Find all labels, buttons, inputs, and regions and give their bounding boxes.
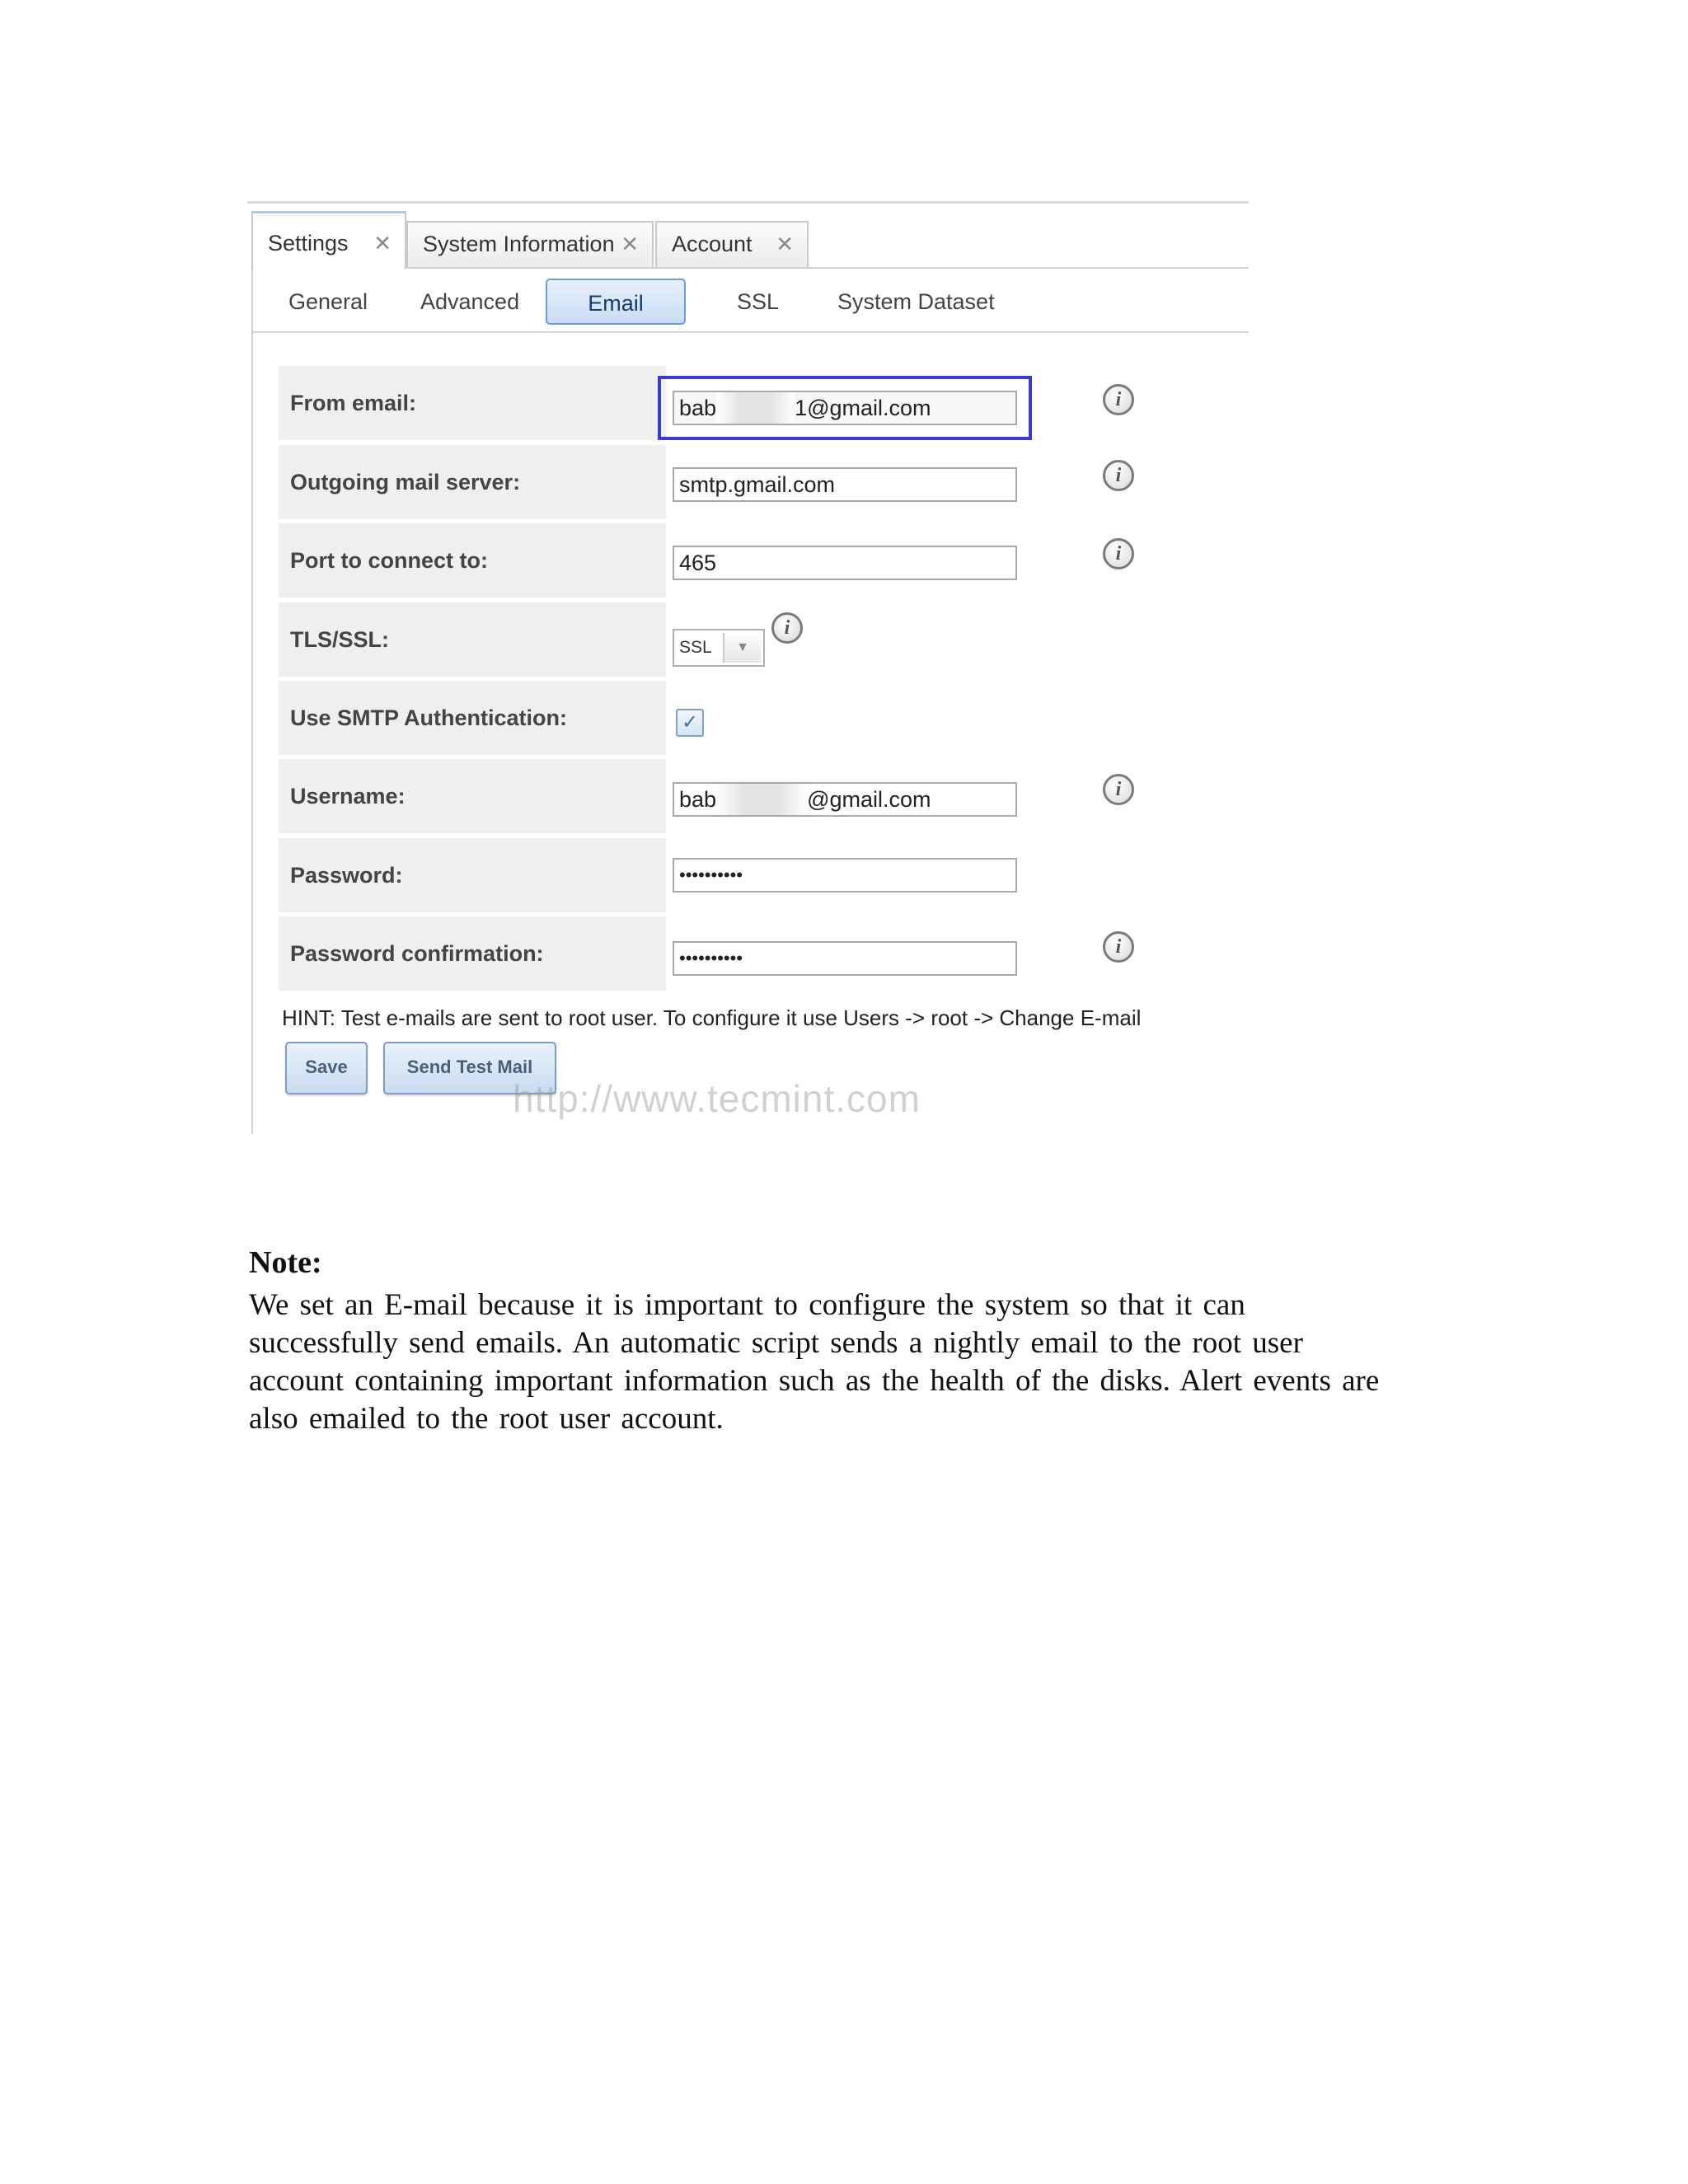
subtab-system-dataset[interactable]: System Dataset	[837, 289, 995, 314]
port-label: Port to connect to:	[279, 523, 666, 598]
row-password-confirmation	[279, 916, 1185, 991]
username-label: Username:	[279, 759, 666, 833]
info-icon[interactable]: i	[1103, 384, 1134, 415]
tab-system-information[interactable]	[406, 221, 654, 267]
port-field[interactable]: 465	[673, 546, 1017, 580]
info-icon[interactable]: i	[1103, 538, 1134, 569]
from-email-label: From email:	[279, 366, 666, 440]
row-smtp-auth	[279, 681, 1185, 755]
redacted-blur	[716, 392, 795, 424]
top-border	[247, 201, 1249, 204]
password-confirmation-label: Password confirmation:	[279, 916, 666, 991]
tab-settings[interactable]	[251, 211, 406, 269]
subtab-email[interactable]: Email	[546, 279, 686, 325]
tab-label: System Information	[423, 232, 615, 256]
row-mail-server	[279, 445, 1185, 519]
save-button[interactable]: Save	[285, 1042, 368, 1094]
password-field[interactable]: ••••••••••	[673, 858, 1017, 893]
from-email-suffix: 1@gmail.com	[795, 396, 931, 420]
smtp-auth-label: Use SMTP Authentication:	[279, 681, 666, 755]
tls-selected-value: SSL	[679, 638, 712, 657]
tab-label: Account	[672, 232, 753, 256]
username-prefix: bab	[679, 787, 717, 812]
from-email-prefix: bab	[679, 396, 717, 420]
subtab-advanced[interactable]: Advanced	[420, 289, 520, 314]
tab-label: Settings	[268, 231, 349, 255]
row-from-email	[279, 366, 1185, 440]
hint-text: HINT: Test e-mails are sent to root user. To configure it use Users -> root -> Change E-mail	[282, 1005, 1142, 1030]
info-icon[interactable]: i	[1103, 460, 1134, 491]
mail-server-label: Outgoing mail server:	[279, 445, 666, 519]
note-line: We set an E-mail because it is important to configure the system so that it can	[249, 1288, 1245, 1322]
check-icon: ✓	[681, 711, 699, 733]
left-border	[251, 211, 253, 1134]
freenas-settings-screenshot	[247, 198, 1249, 1137]
watermark: http://www.tecmint.com	[513, 1077, 921, 1120]
mail-server-field[interactable]: smtp.gmail.com	[673, 467, 1017, 502]
note-line: account containing important information such as the health of the disks. Alert events are	[249, 1364, 1380, 1398]
close-icon[interactable]: ✕	[373, 231, 392, 255]
close-icon[interactable]: ✕	[776, 232, 794, 256]
note-title: Note:	[249, 1245, 322, 1280]
password-label: Password:	[279, 838, 666, 912]
username-suffix: @gmail.com	[807, 787, 931, 812]
subtab-general[interactable]: General	[288, 289, 368, 314]
from-email-field[interactable]	[673, 391, 1017, 425]
tab-account[interactable]	[655, 221, 809, 267]
send-test-mail-button[interactable]: Send Test Mail	[383, 1042, 556, 1094]
subtabs-divider	[253, 331, 1249, 333]
row-password	[279, 838, 1185, 912]
row-tls	[279, 602, 1185, 677]
redacted-blur	[716, 784, 807, 815]
password-confirmation-field[interactable]: ••••••••••	[673, 941, 1017, 976]
close-icon[interactable]: ✕	[621, 232, 639, 256]
chevron-down-icon[interactable]: ▼	[723, 633, 761, 663]
tabs-divider	[404, 267, 1249, 269]
note-line: also emailed to the root user account.	[249, 1402, 724, 1436]
row-port	[279, 523, 1185, 598]
tls-select[interactable]	[673, 629, 765, 667]
info-icon[interactable]: i	[1103, 774, 1134, 805]
username-field[interactable]	[673, 782, 1017, 817]
note-line: successfully send emails. An automatic script sends a nightly email to the root user	[249, 1326, 1303, 1360]
info-icon[interactable]: i	[771, 612, 803, 644]
subtab-ssl[interactable]: SSL	[737, 289, 780, 314]
smtp-auth-checkbox[interactable]	[676, 709, 704, 737]
tls-label: TLS/SSL:	[279, 602, 666, 677]
info-icon[interactable]: i	[1103, 931, 1134, 963]
row-username	[279, 759, 1185, 833]
